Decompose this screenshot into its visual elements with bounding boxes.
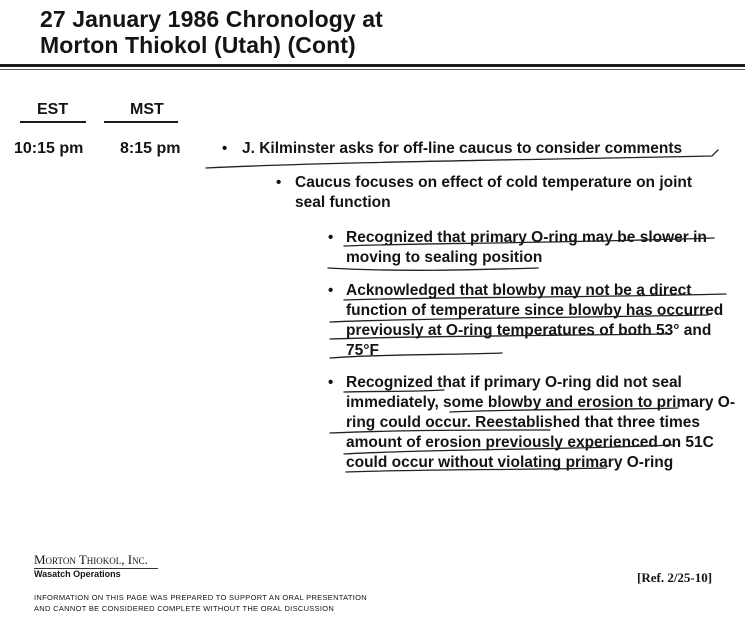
underline-mark [330,430,550,433]
bullet-level-3-item-3-text: Recognized that if primary O-ring did not seal immediately, some blowby and erosion to primary O-ring could occur. Reestablished that three times amount of erosion previously experienced on 51C could occur without violating primary O-ring [346,374,736,471]
underline-mark [330,353,502,358]
bullet-dot-icon: • [222,140,228,157]
underline-mark [450,408,678,412]
reference-number: [Ref. 2/25-10] [637,570,713,585]
bullet-level-3-item-1-text: Recognized that primary O-ring may be slower in moving to sealing position [346,229,707,266]
footer-notice-line-1: INFORMATION ON THIS PAGE WAS PREPARED TO SUPPORT AN ORAL PRESENTATION [34,593,367,602]
underline-mark [330,334,668,339]
underline-mark [344,294,726,300]
underline-mark [206,150,718,168]
underline-mark [344,238,714,246]
underline-mark [346,468,606,472]
time-est: 10:15 pm [14,140,84,157]
bullet-dot-icon: • [328,229,334,246]
underline-mark [344,390,444,392]
footer-company-name: Morton Thiokol, Inc. [34,552,148,567]
underline-mark [328,268,538,270]
bullet-level-2-text: Caucus focuses on effect of cold temperature on joint seal function [295,174,693,211]
bullet-dot-icon: • [328,374,334,391]
underline-mark [330,315,708,322]
footer-notice-line-2: AND CANNOT BE CONSIDERED COMPLETE WITHOUT THE ORAL DISCUSSION [34,604,335,613]
bullet-level-3-item-2-text: Acknowledged that blowby may not be a direct function of temperature since blowby has occurred previously at O-ring temperatures of both 53° and 75°F [346,282,724,359]
underline-mark [344,445,672,454]
bullet-dot-icon: • [276,174,282,191]
page-title-line-2: Morton Thiokol (Utah) (Cont) [40,32,356,58]
footer-division: Wasatch Operations [34,569,121,579]
column-header-mst: MST [130,101,164,118]
bullet-level-1-text: J. Kilminster asks for off-line caucus to consider comments [242,140,683,157]
column-header-est: EST [37,101,69,118]
footer-notice [34,592,367,614]
time-mst: 8:15 pm [120,140,181,157]
bullet-dot-icon: • [328,282,334,299]
page-title-line-1: 27 January 1986 Chronology at [40,6,383,32]
